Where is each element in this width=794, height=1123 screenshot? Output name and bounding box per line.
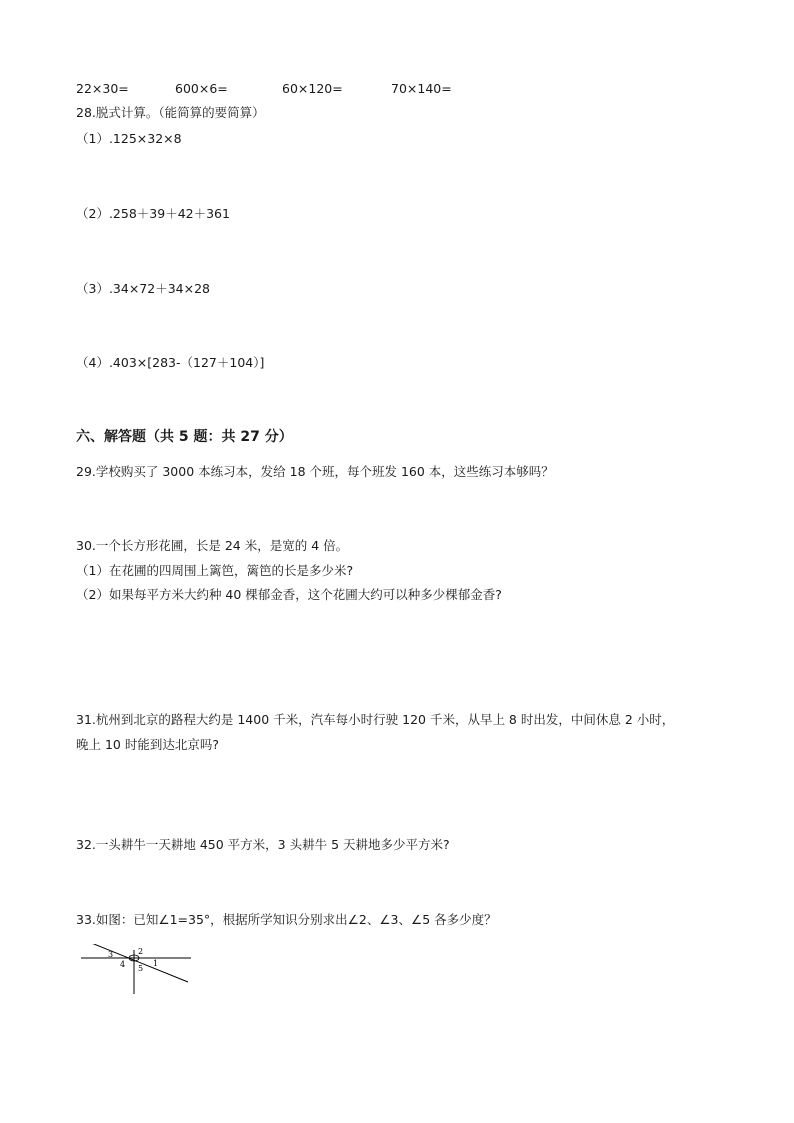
oral-calc-item: 60×120=	[282, 81, 343, 96]
q31-line2: 晚上 10 时能到达北京吗?	[76, 737, 219, 752]
q28-item-2: （2）.258＋39＋42＋361	[76, 206, 230, 221]
oral-calc-row	[76, 81, 476, 97]
q31-line1: 31.杭州到北京的路程大约是 1400 千米，汽车每小时行驶 120 千米，从早上 8 时出发，中间休息 2 小时，	[76, 712, 675, 727]
q28-item-1: （1）.125×32×8	[76, 131, 182, 146]
oral-calc-item: 70×140=	[391, 81, 452, 96]
oral-calc-item: 600×6=	[175, 81, 228, 96]
q28-item-3: （3）.34×72＋34×28	[76, 281, 210, 296]
q28-title: 28.脱式计算。（能简算的要简算）	[76, 105, 265, 120]
oral-calc-item: 22×30=	[76, 81, 129, 96]
angle-label-4: 4	[120, 960, 126, 969]
q29-text: 29.学校购买了 3000 本练习本，发给 18 个班，每个班发 160 本，这些练习本够吗？	[76, 464, 554, 479]
angle-label-3: 3	[108, 950, 114, 959]
q30-sub2: （2）如果每平方米大约种 40 棵郁金香，这个花圃大约可以种多少棵郁金香?	[76, 587, 502, 602]
q30-sub1: （1）在花圃的四周围上篱笆，篱笆的长是多少米?	[76, 563, 354, 578]
angle-label-2: 2	[138, 947, 144, 956]
section-heading: 六、解答题（共 5 题：共 27 分）	[76, 429, 293, 445]
q33-text: 33.如图：已知∠1=35°，根据所学知识分别求出∠2、∠3、∠5 各多少度？	[76, 912, 497, 927]
angle-label-5: 5	[138, 964, 144, 973]
angle-figure	[76, 944, 196, 996]
q30-stem: 30.一个长方形花圃，长是 24 米，是宽的 4 倍。	[76, 538, 349, 553]
angle-label-1: 1	[153, 959, 159, 968]
q28-item-4: （4）.403×[283-（127＋104）]	[76, 355, 265, 370]
slanted-line	[84, 944, 188, 982]
q32-text: 32.一头耕牛一天耕地 450 平方米，3 头耕牛 5 天耕地多少平方米?	[76, 837, 450, 852]
